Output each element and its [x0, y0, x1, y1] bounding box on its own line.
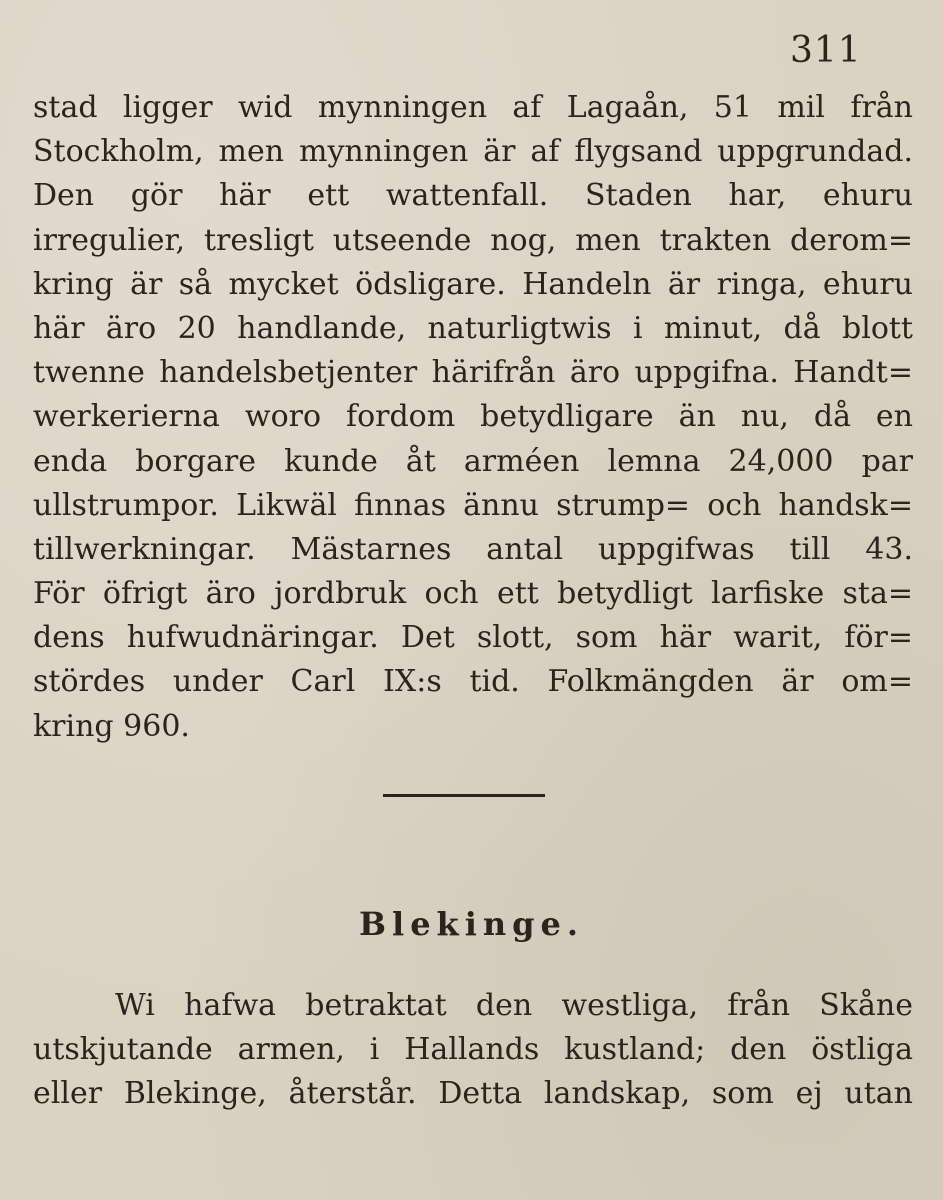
- text-line: eller Blekinge, återstår. Detta landskap, som ej utan: [33, 1076, 913, 1112]
- text-line: stördes under Carl IX:s tid. Folkmängden är om=: [33, 664, 913, 700]
- text-line: dens hufwudnäringar. Det slott, som här warit, för=: [33, 620, 913, 656]
- text-line: Wi hafwa betraktat den westliga, från Skåne: [115, 988, 913, 1023]
- text-line: ullstrumpor. Likwäl finnas ännu strump= och handsk=: [33, 487, 913, 523]
- text-line: werkerierna woro fordom betydligare än nu, då en: [33, 399, 913, 435]
- text-line: enda borgare kunde åt arméen lemna 24,000 par: [33, 443, 913, 479]
- section-heading: Blekinge.: [358, 905, 585, 943]
- paragraph-laholm: [33, 86, 913, 749]
- text-line: För öfrigt äro jordbruk och ett betydligt larfiske sta=: [33, 576, 913, 612]
- text-line: Stockholm, men mynningen är af flygsand uppgrundad.: [33, 134, 913, 170]
- text-line: kring 960.: [33, 708, 190, 744]
- text-line: stad ligger wid mynningen af Lagaån, 51 mil från: [33, 90, 913, 125]
- text-line: Den gör här ett wattenfall. Staden har, ehuru: [33, 178, 913, 214]
- text-line: utskjutande armen, i Hallands kustland; den östliga: [33, 1032, 913, 1068]
- page-number: 311: [790, 30, 862, 71]
- text-line: tillwerkningar. Mästarnes antal uppgifwas till 43.: [33, 531, 913, 567]
- text-line: här äro 20 handlande, naturligtwis i minut, då blott: [33, 310, 913, 346]
- text-line: kring är så mycket ödsligare. Handeln är ringa, ehuru: [33, 266, 913, 302]
- paragraph-blekinge: [33, 984, 913, 1117]
- section-divider: [383, 794, 545, 797]
- text-line: irregulier, tresligt utseende nog, men trakten derom=: [33, 222, 913, 258]
- text-line: twenne handelsbetjenter härifrån äro uppgifna. Handt=: [33, 355, 913, 391]
